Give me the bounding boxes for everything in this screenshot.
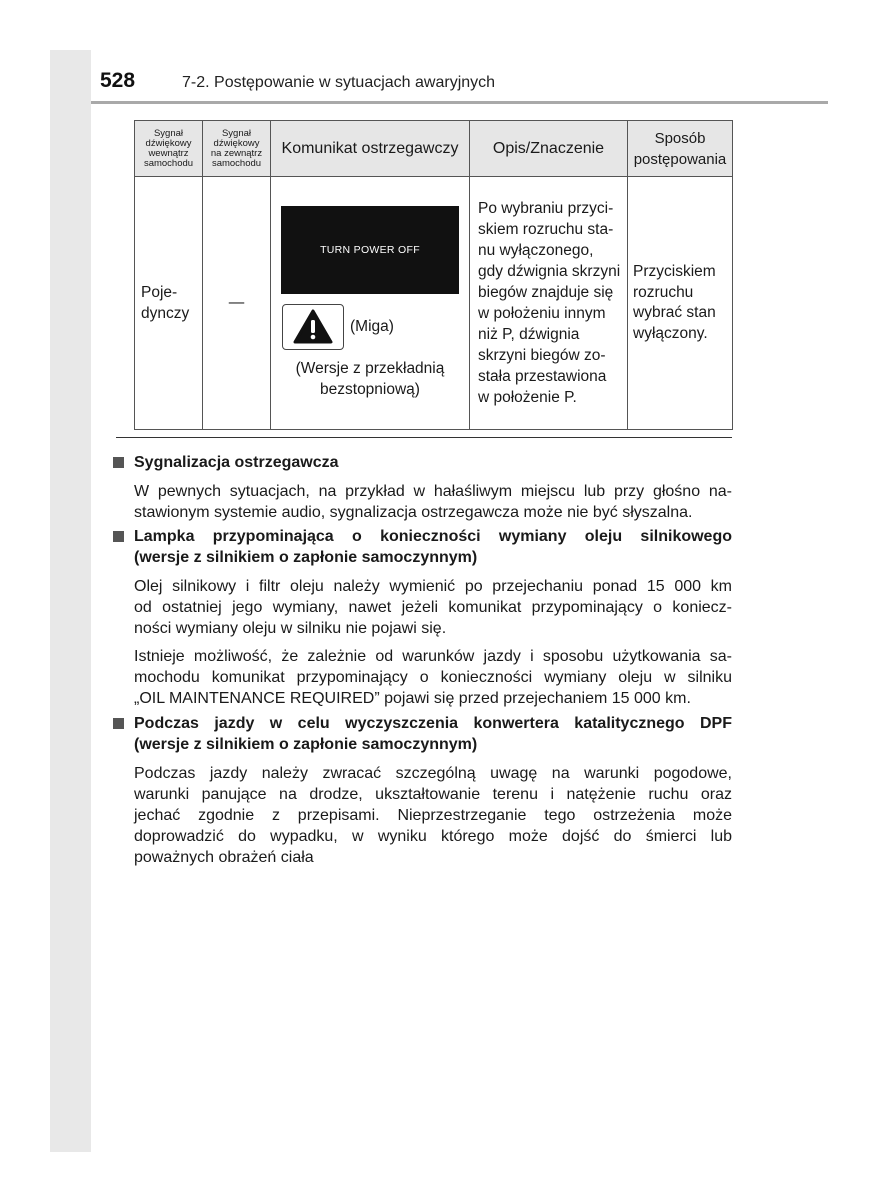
square-bullet-icon bbox=[113, 457, 124, 468]
square-bullet-icon bbox=[113, 718, 124, 729]
display-screen bbox=[281, 206, 459, 294]
table-header-row bbox=[135, 121, 733, 177]
warning-table bbox=[134, 120, 733, 430]
header-meaning: Opis/Znaczenie bbox=[470, 121, 628, 177]
note-dpf-cleaning bbox=[113, 713, 732, 868]
display-text: TURN POWER OFF bbox=[320, 244, 420, 256]
section-divider bbox=[116, 437, 732, 438]
cell-action: Przyciskiem rozruchu wybrać stan wyłączony. bbox=[628, 177, 733, 430]
header-message: Komunikat ostrzegawczy bbox=[271, 121, 470, 177]
warning-triangle-icon bbox=[282, 304, 344, 350]
note-oil-reminder bbox=[113, 526, 732, 709]
side-margin-strip bbox=[50, 50, 91, 1152]
page-number: 528 bbox=[100, 69, 136, 92]
blink-label: (Miga) bbox=[350, 318, 394, 335]
header-action: Sposób postępowania bbox=[628, 121, 733, 177]
section-title: 7-2. Postępowanie w sytuacjach awaryjnych bbox=[182, 74, 496, 91]
note-paragraph: Istnieje możliwość, że zależnie od warunków jazdy i sposobu użytkowania sa- mochodu komunikat przypominający o konieczności wymiany oleju w silniku „OIL MAINTENANCE REQUIRED” pojawi się przed przejechaniem 15 000 km. bbox=[134, 648, 732, 707]
note-warning-signal bbox=[113, 452, 732, 523]
note-paragraph: Olej silnikowy i filtr oleju należy wymienić po przejechaniu ponad 15 000 km od ostatniej jego wymiany, nawet jeżeli komunikat przypominający o koniecz- ności wymiany oleju w silniku nie pojawi się. bbox=[134, 578, 732, 637]
note-paragraph: Podczas jazdy należy zwracać szczególną uwagę na warunki pogodowe, warunki panujące na drodze, ukształtowanie terenu i natężenie ruchu oraz jechać zgodnie z przepisami. Nieprzestrzeganie tego ostrzeżenia może doprowadzić do wypadku, w wyniku którego może dojść do śmierci lub poważnych obrażeń ciała bbox=[134, 765, 732, 866]
note-heading: Sygnalizacja ostrzegawcza bbox=[113, 452, 732, 473]
header-rule bbox=[91, 101, 828, 104]
header-sound-outside: Sygnał dźwiękowy na zewnątrz samochodu bbox=[203, 121, 271, 177]
warning-light-row bbox=[281, 304, 459, 350]
cell-sound-inside: Poje- dynczy bbox=[135, 177, 203, 430]
table-row bbox=[135, 177, 733, 430]
header-sound-inside: Sygnał dźwiękowy wewnątrz samochodu bbox=[135, 121, 203, 177]
cell-warning-message bbox=[271, 177, 470, 430]
note-paragraph: W pewnych sytuacjach, na przykład w hałaśliwym miejscu lub przy głośno na- stawionym systemie audio, sygnalizacja ostrzegawcza może nie być słyszalna. bbox=[134, 483, 732, 521]
square-bullet-icon bbox=[113, 531, 124, 542]
note-heading: Podczas jazdy w celu wyczyszczenia konwertera katalitycznego DPF (wersje z silnikiem o zapłonie samoczynnym) bbox=[113, 713, 732, 755]
cell-description: Po wybraniu przyci- skiem rozruchu sta- nu wyłączonego, gdy dźwignia skrzyni biegów znajduje się w położeniu innym niż P, dźwignia skrzyni biegów zo- stała przestawiona w położenie P. bbox=[470, 177, 628, 430]
cell-sound-outside: — bbox=[203, 177, 271, 430]
versions-note: (Wersje z przekładnią bezstopniową) bbox=[295, 360, 445, 398]
note-heading: Lampka przypominająca o konieczności wymiany oleju silnikowego (wersje z silnikiem o zapłonie samoczynnym) bbox=[113, 526, 732, 568]
